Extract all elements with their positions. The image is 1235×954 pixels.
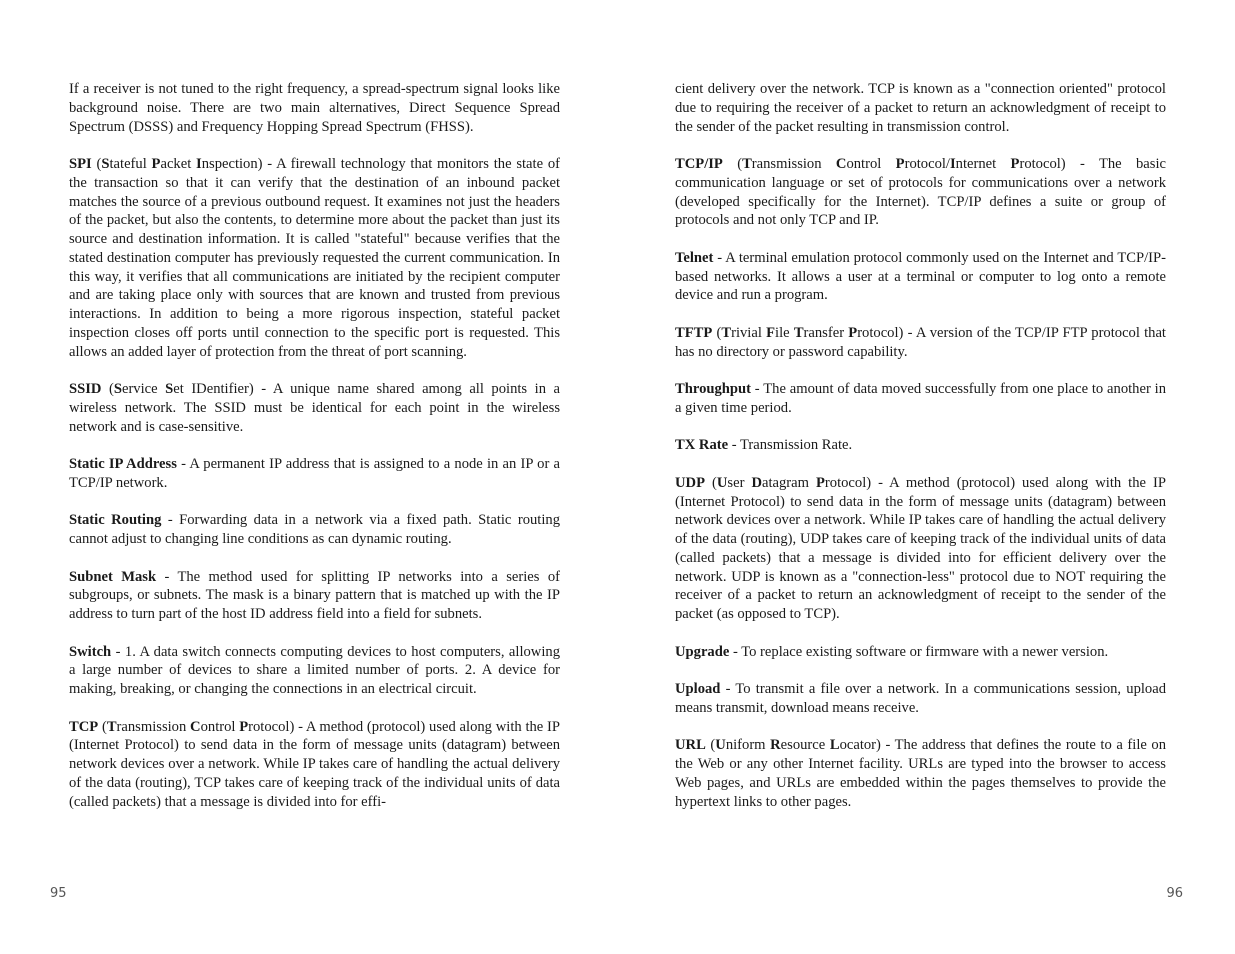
- entry-term-bold: T: [742, 156, 752, 172]
- entry-text: (: [705, 737, 716, 754]
- entry-term-bold: P: [239, 718, 249, 735]
- entry-term-bold: S: [113, 381, 122, 397]
- glossary-entry: [69, 568, 560, 624]
- entry-term-bold: U: [715, 737, 726, 754]
- entry-text: If a receiver is not tuned to the right frequency, a spread-spectrum signal looks like background noise. There are two main alternatives, Direct Sequence Spread Spectrum (DSSS) and Frequency Hopping Spread Spectrum (FHSS).: [69, 81, 560, 135]
- entry-text: ransmission: [116, 718, 191, 735]
- entry-term-bold: TFTP: [675, 324, 713, 341]
- entry-text: et IDentifier) - A unique name shared among all points in a wireless network. The SSID must be identical for each point in the wireless network and is case-sensitive.: [69, 381, 560, 435]
- entry-text: - Transmission Rate.: [728, 437, 853, 454]
- entry-term-bold: R: [770, 737, 781, 754]
- glossary-entry: [675, 80, 1166, 136]
- entry-text: ile: [775, 324, 794, 341]
- entry-term-bold: I: [949, 156, 956, 172]
- entry-text: (: [101, 381, 114, 397]
- entry-text: rotocol/: [904, 156, 950, 172]
- glossary-entry: [69, 80, 560, 136]
- glossary-entry: [69, 511, 560, 549]
- page-number: 95: [50, 886, 67, 901]
- entry-term-bold: URL: [675, 737, 706, 754]
- glossary-entry: [69, 380, 560, 436]
- entry-term-bold: P: [848, 324, 858, 341]
- glossary-entry: [675, 643, 1166, 662]
- glossary-entry: [675, 155, 1166, 230]
- entry-text: atagram: [762, 474, 816, 491]
- entry-text: rotocol) - A version of the TCP/IP FTP protocol that has no directory or password capability.: [675, 324, 1166, 360]
- entry-term-bold: C: [835, 156, 847, 172]
- glossary-entry: [675, 249, 1166, 305]
- glossary-entry: [675, 680, 1166, 718]
- entry-text: - To transmit a file over a network. In a communications session, upload means transmit, download means receive.: [675, 681, 1166, 716]
- entry-term-bold: Switch: [69, 643, 112, 660]
- entry-term-bold: Static IP Address: [69, 456, 177, 472]
- entry-text: rotocol) - The basic communication language or set of protocols for communications over a network (developed specifically for the Internet). TCP/IP defines a suite or group of protocols and not only TCP and IP.: [675, 156, 1166, 229]
- left-page: [0, 0, 617, 954]
- glossary-column-left: [69, 80, 560, 830]
- entry-term-bold: TCP: [69, 718, 99, 735]
- entry-term-bold: Telnet: [675, 249, 714, 266]
- entry-text: - The amount of data moved successfully from one place to another in a given time period.: [675, 381, 1166, 416]
- entry-text: acket: [160, 156, 197, 172]
- entry-text: ocator) - The address that defines the route to a file on the Web or any other Internet facility. URLs are typed into the browser to access Web pages, and URLs are embedded within the pages themselves to provide the hypertext links to other pages.: [675, 737, 1167, 810]
- entry-term-bold: S: [165, 381, 174, 397]
- entry-term-bold: P: [151, 156, 161, 172]
- glossary-entry: [69, 455, 560, 493]
- entry-term-bold: C: [190, 718, 201, 735]
- glossary-entry: [69, 718, 560, 812]
- entry-text: ransmission: [751, 156, 836, 172]
- entry-term-bold: T: [793, 324, 804, 341]
- entry-term-bold: Upgrade: [675, 643, 730, 660]
- entry-text: tateful: [109, 156, 152, 172]
- entry-text: ser: [727, 474, 752, 491]
- entry-text: - 1. A data switch connects computing devices to host computers, allowing a large number of devices to share a limited number of ports. 2. A device for making, breaking, or changing the connections in an electrical circuit.: [69, 643, 560, 697]
- entry-term-bold: TCP/IP: [675, 156, 723, 172]
- glossary-entry: [675, 736, 1166, 811]
- entry-term-bold: Subnet Mask: [69, 568, 157, 585]
- entry-text: - Forwarding data in a network via a fixed path. Static routing cannot adjust to changing line conditions as can dynamic routing.: [69, 512, 561, 547]
- glossary-entry: [675, 436, 1166, 455]
- entry-text: nternet: [955, 156, 1011, 172]
- entry-text: (: [91, 156, 102, 172]
- entry-term-bold: UDP: [675, 474, 705, 491]
- entry-term-bold: Static Routing: [69, 512, 162, 529]
- entry-text: (: [705, 474, 717, 491]
- entry-text: - To replace existing software or firmware with a newer version.: [729, 643, 1109, 660]
- entry-term-bold: Throughput: [675, 381, 751, 397]
- entry-text: ransfer: [803, 324, 849, 341]
- right-page: [617, 0, 1235, 954]
- entry-text: (: [98, 718, 107, 735]
- entry-text: - The method used for splitting IP networks into a series of subgroups, or subnets. The mask is a binary pattern that is matched up with the IP address to turn part of the host ID address field into a field for subnets.: [69, 568, 560, 622]
- glossary-entry: [675, 380, 1166, 418]
- entry-text: rivial: [731, 324, 767, 341]
- entry-term-bold: U: [716, 474, 728, 491]
- entry-term-bold: L: [829, 737, 840, 754]
- glossary-entry: [69, 155, 560, 361]
- entry-text: esource: [780, 737, 830, 754]
- glossary-column-right: [675, 80, 1166, 830]
- entry-term-bold: Upload: [675, 681, 721, 697]
- entry-term-bold: T: [721, 324, 732, 341]
- entry-text: ervice: [121, 381, 166, 397]
- glossary-entry: [675, 324, 1166, 362]
- entry-text: niform: [725, 737, 771, 754]
- page-number: 96: [1166, 886, 1183, 901]
- entry-term-bold: D: [751, 474, 762, 491]
- entry-text: ontrol: [846, 156, 896, 172]
- entry-term-bold: SPI: [69, 156, 92, 172]
- entry-text: - A permanent IP address that is assigned to a node in an IP or a TCP/IP network.: [69, 456, 560, 491]
- entry-term-bold: F: [766, 324, 776, 341]
- entry-term-bold: I: [196, 156, 202, 172]
- entry-term-bold: TX Rate: [675, 437, 729, 454]
- glossary-entry: [69, 643, 560, 699]
- entry-term-bold: T: [106, 718, 117, 735]
- entry-term-bold: S: [101, 156, 110, 172]
- entry-text: (: [722, 156, 743, 172]
- entry-term-bold: SSID: [69, 381, 102, 397]
- entry-text: nspection) - A firewall technology that monitors the state of the transaction so that it can verify that the destination of an inbound packet matches the source of a previous outbound request. It examines not just the headers of the packet, but also the contents, to determine more about the packet than just its source and destination information. It is called "stateful" because verifies that the stated destination computer has previously requested the current communication. In this way, it verifies that all communications are initiated by the recipient computer and are taking place only with sources that are known and trusted from previous interactions. In addition to being a more rigorous inspection, stateful packet inspection closes off ports until connection to the specific port is requested. This allows an added layer of protection from the threat of port scanning.: [69, 156, 560, 360]
- entry-term-bold: P: [816, 474, 825, 491]
- entry-text: - A terminal emulation protocol commonly used on the Internet and TCP/IP-based networks. It allows a user at a terminal or computer to log onto a remote device and run a program.: [675, 249, 1166, 304]
- entry-term-bold: P: [1010, 156, 1020, 172]
- entry-text: ontrol: [200, 718, 240, 735]
- entry-text: cient delivery over the network. TCP is known as a "connection oriented" protocol due to requiring the receiver of a packet to return an acknowledgment of receipt to the sender of the packet resulting in transmission control.: [675, 81, 1166, 135]
- entry-text: rotocol) - A method (protocol) used along with the IP (Internet Protocol) to send data in the form of message units (datagram) between network devices over a network. While IP takes care of handling the actual delivery of the data (routing), UDP takes care of keeping track of the individual units of data (called packets) that a message is divided into for efficient delivery over the network. UDP is known as a "connection-less" protocol due to NOT requiring the receiver of a packet to return an acknowledgment of receipt to the sender of the packet (as opposed to TCP).: [675, 474, 1166, 622]
- entry-text: rotocol) - A method (protocol) used along with the IP (Internet Protocol) to send data in the form of message units (datagram) between network devices over a network. While IP takes care of handling the actual delivery of the data (routing), TCP takes care of keeping track of the individual units of data (called packets) that a message is divided into for effi-: [69, 718, 561, 810]
- glossary-entry: [675, 474, 1166, 624]
- entry-term-bold: P: [895, 156, 905, 172]
- entry-text: (: [712, 324, 722, 341]
